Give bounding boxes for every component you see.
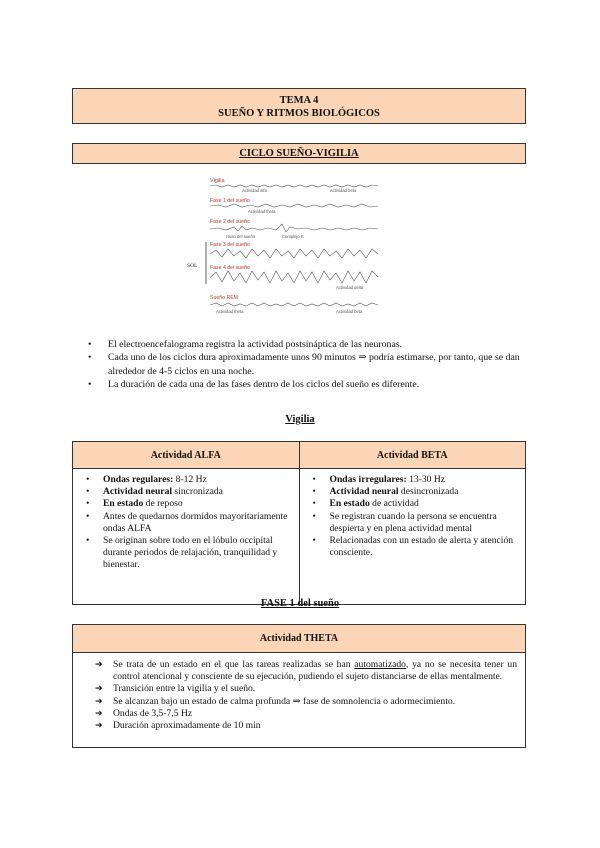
eeg-wave [210, 185, 378, 187]
beta-item: • En estado de actividad [304, 498, 522, 510]
intro-list [72, 338, 526, 392]
eeg-wave [210, 224, 378, 232]
eeg-trace-sublabel: Actividad theta [216, 309, 244, 314]
beta-item: • Ondas irregulares: 13-30 Hz [304, 474, 522, 486]
alfa-item: • Ondas regulares: 8-12 Hz [77, 474, 295, 486]
alfa-item: • En estado de reposo [77, 498, 295, 510]
theta-item: ➔ Se trata de un estado en el que las tareas realizadas se han automatizado, ya no se necesita tener un control atencional y consciente de su ejecución, pudiendo el sujeto distanciarse de ellas mentalmente. [73, 659, 517, 683]
eeg-trace-label: Fase 2 del sueño [210, 219, 250, 225]
eeg-figure [186, 172, 392, 318]
eeg-wave [210, 271, 378, 283]
eeg-trace-sublabel: Actividad beta [330, 188, 357, 193]
title-line2: SUEÑO Y RITMOS BIOLÓGICOS [218, 108, 380, 119]
eeg-trace-sublabel: Huso del sueño [226, 234, 256, 239]
beta-item: • Relacionadas con un estado de alerta y atención consciente. [304, 535, 522, 559]
beta-item: • Actividad neural desincronizada [304, 486, 522, 498]
eeg-trace-label: Fase 1 del sueño [210, 198, 250, 204]
alfa-item: • Se originan sobre todo en el lóbulo occipital durante periodos de relajación, tranquilidad y bienestar. [77, 535, 295, 572]
eeg-trace-label: Fase 4 del sueño [210, 265, 250, 271]
sol-label: SOL [187, 263, 198, 269]
intro-item: • Cada uno de los ciclos dura aproximadamente unos 90 minutos ⇒ podría estimarse, por tanto, que se dan alrededor de 4-5 ciclos en una noche. [72, 351, 526, 378]
eeg-trace-label: Vigilia [210, 178, 225, 184]
eeg-trace-label: Fase 3 del sueño [210, 242, 250, 248]
theta-header: Actividad THETA [73, 625, 525, 653]
vigilia-table [72, 441, 526, 605]
theta-item: ➔ Duración aproximadamente de 10 min [73, 720, 517, 732]
eeg-trace-sublabel: Actividad beta [336, 309, 363, 314]
vigilia-heading: Vigilia [285, 414, 315, 425]
eeg-wave [210, 204, 378, 207]
alfa-item: • Antes de quedarnos dormidos mayoritariamente ondas ALFA [77, 511, 295, 535]
theta-item: ➔ Se alcanzan bajo un estado de calma profunda ⇒ fase de somnolencia o adormecimiento. [73, 696, 517, 708]
eeg-trace-sublabel: Actividad alfa [242, 188, 267, 193]
theta-item: ➔ Ondas de 3,5-7,5 Hz [73, 708, 517, 720]
intro-item: • El electroencefalograma registra la actividad postsináptica de las neuronas. [72, 338, 526, 351]
eeg-trace-sublabel: Complejo K [282, 234, 304, 239]
eeg-wave [210, 249, 378, 258]
beta-header: Actividad BETA [299, 442, 526, 469]
alfa-header: Actividad ALFA [73, 442, 300, 469]
fase1-heading: FASE 1 del sueño [260, 598, 340, 609]
intro-item: • La duración de cada una de las fases dentro de los ciclos del sueño es diferente. [72, 378, 526, 391]
beta-cell [299, 469, 526, 605]
eeg-trace-sublabel: Actividad delta [336, 285, 364, 290]
theta-box [72, 624, 526, 748]
title-box [72, 88, 526, 124]
alfa-item: • Actividad neural sincronizada [77, 486, 295, 498]
alfa-cell [73, 469, 300, 605]
beta-item: • Se registran cuando la persona se encuentra despierta y en plena actividad mental [304, 511, 522, 535]
ciclo-heading: CICLO SUEÑO-VIGILIA [72, 143, 526, 164]
theta-list [73, 653, 525, 732]
eeg-wave [210, 303, 378, 306]
eeg-trace-label: Sueño REM [210, 295, 238, 301]
theta-item: ➔ Transición entre la vigilia y el sueño. [73, 683, 517, 695]
title-line1: TEMA 4 [279, 95, 319, 106]
eeg-trace-sublabel: Actividad theta [248, 209, 276, 214]
